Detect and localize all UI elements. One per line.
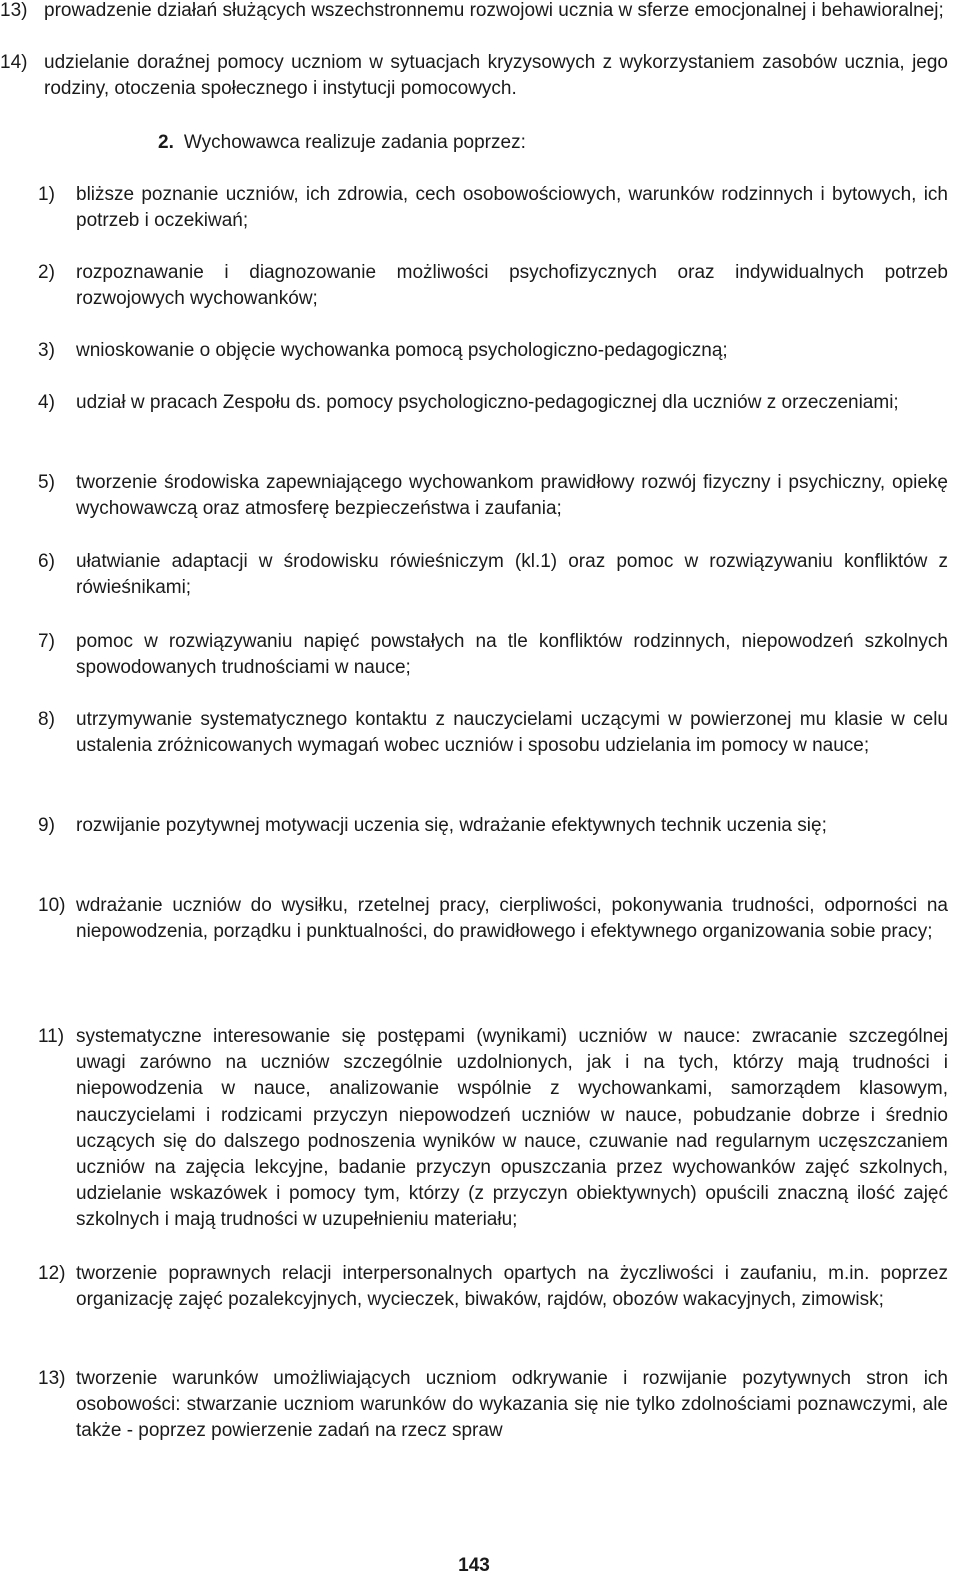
list-item xyxy=(0,1024,948,1234)
list-item-text: utrzymywanie systematycznego kontaktu z nauczycielami uczącymi w powierzonej mu klasie w celu ustalenia zróżnicowanych wymagań wobec uczniów i sposobu udzielania im pomocy w nauce; xyxy=(76,709,948,757)
list-item-text: udzielanie doraźnej pomocy uczniom w sytuacjach kryzysowych z wykorzystaniem zasobów ucznia, jego rodziny, otoczenia społecznego i instytucji pomocowych. xyxy=(44,52,948,100)
list-item-number: 13) xyxy=(38,1368,66,1389)
list-item xyxy=(0,1261,948,1313)
section-heading xyxy=(158,130,526,156)
list-item-text: tworzenie poprawnych relacji interpersonalnych opartych na życzliwości i zaufaniu, m.in. poprzez organizację zajęć pozalekcyjnych, wycieczek, biwaków, rajdów, obozów wakacyjnych, zimowisk; xyxy=(76,1263,948,1311)
list-item-text: prowadzenie działań służących wszechstronnemu rozwojowi ucznia w sferze emocjonalnej i behawioralnej; xyxy=(44,0,944,21)
list-item xyxy=(0,470,948,522)
list-item xyxy=(0,260,948,312)
list-item xyxy=(0,338,948,364)
list-item-number: 3) xyxy=(38,340,55,361)
list-item-number: 4) xyxy=(38,392,55,413)
list-item-number: 2) xyxy=(38,262,55,283)
list-item-number: 6) xyxy=(38,551,55,572)
list-item xyxy=(0,0,948,24)
list-item-text: bliższe poznanie uczniów, ich zdrowia, cech osobowościowych, warunków rodzinnych i bytowych, ich potrzeb i oczekiwań; xyxy=(76,184,948,232)
list-item-text: tworzenie środowiska zapewniającego wychowankom prawidłowy rozwój fizyczny i psychiczny, opiekę wychowawczą oraz atmosferę bezpieczeństwa i zaufania; xyxy=(76,472,948,520)
list-item xyxy=(0,549,948,601)
list-item-number: 10) xyxy=(38,895,66,916)
list-item-number: 12) xyxy=(38,1263,66,1284)
list-item-number: 1) xyxy=(38,184,55,205)
section-title: Wychowawca realizuje zadania poprzez: xyxy=(183,132,526,153)
list-item-number: 7) xyxy=(38,631,55,652)
list-item xyxy=(0,893,948,945)
list-item-number: 8) xyxy=(38,709,55,730)
list-item xyxy=(0,629,948,681)
list-item-text: systematyczne interesowanie się postępami (wynikami) uczniów w nauce: zwracanie szczególnej uwagi zarówno na uczniów szczególnie uzdolnionych, jak i na tych, którzy mają trudności i niepowodzenia w nauce, analizowanie wspólnie z wychowankami, samorządem klasowym, nauczycielami i rodzicami przyczyn niepowodzeń uczniów w nauce, pobudzanie dobrze i średnio uczących się do dalszego podnoszenia wyników w nauce, czuwanie nad regularnym uczęszczaniem uczniów na zajęcia lekcyjne, badanie przyczyn opuszczania przez wychowanków zajęć szkolnych, udzielanie wskazówek i pomocy tym, którzy (z przyczyn obiektywnych) opuścili znaczną ilość zajęć szkolnych i mają trudności w uzupełnieniu materiału; xyxy=(76,1026,948,1231)
list-item-text: ułatwianie adaptacji w środowisku rówieśniczym (kl.1) oraz pomoc w rozwiązywaniu konfliktów z rówieśnikami; xyxy=(76,551,948,599)
list-item-text: wdrażanie uczniów do wysiłku, rzetelnej pracy, cierpliwości, pokonywania trudności, odporności na niepowodzenia, porządku i punktualności, do prawidłowego i efektywnego organizowania sobie pracy; xyxy=(76,895,948,943)
list-item-number: 9) xyxy=(38,815,55,836)
list-item-text: udział w pracach Zespołu ds. pomocy psychologiczno-pedagogicznej dla uczniów z orzeczeniami; xyxy=(76,392,899,413)
list-item-text: rozpoznawanie i diagnozowanie możliwości psychofizycznych oraz indywidualnych potrzeb rozwojowych wychowanków; xyxy=(76,262,948,310)
list-item-text: pomoc w rozwiązywaniu napięć powstałych na tle konfliktów rodzinnych, niepowodzeń szkolnych spowodowanych trudnościami w nauce; xyxy=(76,631,948,679)
list-item-text: tworzenie warunków umożliwiających uczniom odkrywanie i rozwijanie pozytywnych stron ich osobowości: stwarzanie uczniom warunków do wykazania się nie tylko zdolnościami poznawczymi, ale także - poprzez powierzenie zadań na rzecz spraw xyxy=(76,1368,948,1442)
list-item-number: 13) xyxy=(0,0,28,21)
list-item xyxy=(0,182,948,234)
page-number: 143 xyxy=(458,1555,490,1576)
list-item xyxy=(0,50,948,102)
section-number: 2. xyxy=(158,132,174,153)
list-item-number: 11) xyxy=(38,1026,65,1047)
list-item xyxy=(0,390,948,416)
list-item-number: 14) xyxy=(0,52,28,73)
list-item-text: wnioskowanie o objęcie wychowanka pomocą psychologiczno-pedagogiczną; xyxy=(76,340,728,361)
list-item-number: 5) xyxy=(38,472,55,493)
list-item xyxy=(0,813,948,839)
list-item-text: rozwijanie pozytywnej motywacji uczenia się, wdrażanie efektywnych technik uczenia się; xyxy=(76,815,827,836)
list-item xyxy=(0,707,948,759)
list-item xyxy=(0,1366,948,1445)
